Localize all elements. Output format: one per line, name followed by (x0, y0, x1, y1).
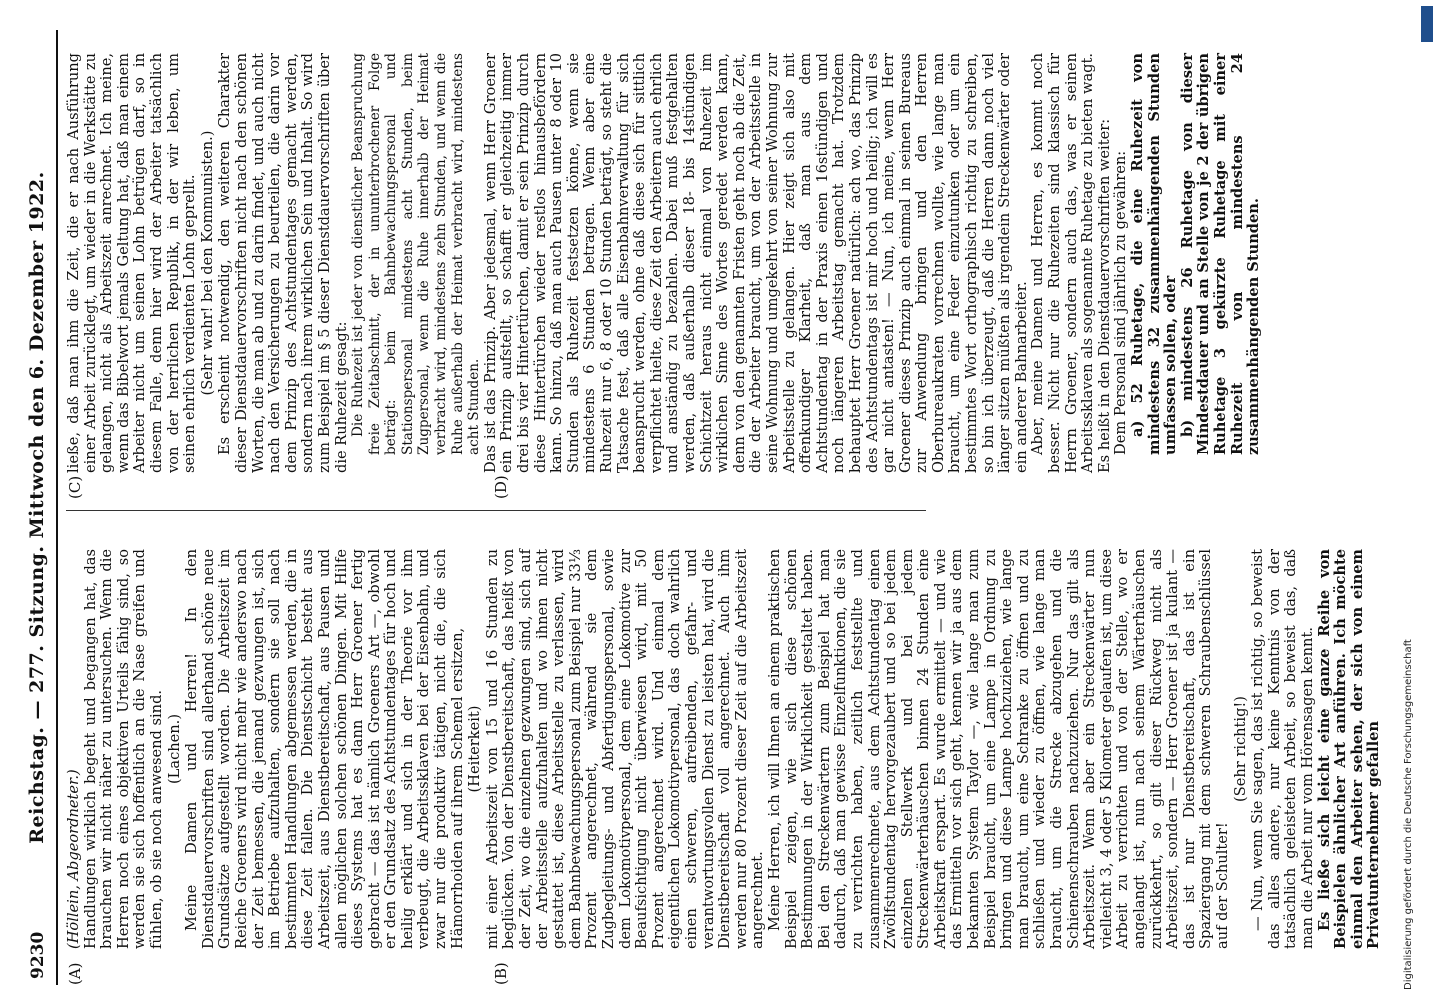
margin-mark-c: (C) (66, 475, 84, 499)
paragraph: ließe, daß man ihm die Zeit, die er nach Ausführung einer Arbeit zurücklegt, um wieder in die Werkstätte zu gelangen, nicht als Arbeitszeit anrechnet. Ich meine, wenn das Bibelwort jemals Geltung hat, daß man einem Arbeiter nicht um seinen Lohn betrügen darf, so in diesem Falle, denn hier wird der Arbeiter tatsächlich von der herrlichen Republik, in der wir leben, um seinen ehrlich verdienten Lohn geprellt. (65, 53, 199, 473)
paragraph: Meine Damen und Herren! In den Dienstdauervorschriften sind allerhand schöne neue Grundsätze aufgestellt worden. Die Arbeitszeit im Reiche Groeners wird nicht mehr wie anderswo nach der Zeit bemessen, die jemand gezwungen ist, sich im Betriebe aufzuhalten, sondern sie soll nach bestimmten Handlungen abgemessen werden, die in diese Zeit fallen. Die Dienstschicht besteht aus Arbeitszeit, aus Dienstbereitschaft, aus Pausen und allen möglichen solchen schönen Dingen. Mit Hilfe dieses Systems hat es dann Herr Groener fertig gebracht — das ist nämlich Groeners Art —, obwohl er den Grundsatz des Achtstundentages für hoch und heilig erklärt und sich in der Theorie vor ihm verbeugt, die Arbeitssklaven bei der Eisenbahn, und zwar nur die produktiv tätigen, nicht die, die sich Hämorrhoiden auf ihrem Schemel ersitzen, (183, 549, 466, 949)
interjection: (Lachen.) (165, 713, 183, 785)
page-header (22, 30, 58, 985)
paragraph: mit einer Arbeitszeit von 15 und 16 Stunden zu beglücken. Von der Dienstbereitschaft, das heißt von der Zeit, wo die einzelnen gezwungen sind, sich auf der Arbeitsstelle aufzuhalten und wo ihnen nicht gestattet ist, diese Arbeitsstelle zu verlassen, wird dem Bahnbewachungspersonal zum Beispiel nur 33⅓ Prozent angerechnet, während sie dem Zugbegleitungs- und Abfertigungspersonal, sowie dem Lokomotivpersonal, dem eine Lokomotive zur Beaufsichtigung nicht überwiesen wird, mit 50 Prozent angerechnet wird. Und einmal dem eigentlichen Lokomotivpersonal, das doch wahrlich einen schweren, aufreibenden, gefahr- und verantwortungsvollen Dienst zu leisten hat, wird die Dienstbereitschaft voll angerechnet. Auch ihm werden nur 80 Prozent dieser Zeit auf die Arbeitszeit angerechnet. (483, 549, 767, 949)
paragraph: Aber, meine Damen und Herren, es kommt noch besser. Nicht nur die Ruhezeiten sind klassisch für Herrn Groener, sondern auch das, was er seinen Arbeitssklaven als sogenannte Ruhetage zu bieten wagt. Es heißt in den Dienstdauervorschriften weiter: (1029, 53, 1113, 473)
page-title: Reichstag. — 277. Sitzung. Mittwoch den 6. Dezember 1922. (26, 171, 48, 844)
quotation: Die Ruhezeit ist jeder von dienstlicher Beanspruchung freie Zeitabschnitt, der in ununterbrochener Folge beträgt: beim Bahnbewachungspersonal und Stationspersonal mindestens acht Stunden, beim Zugpersonal, wenn die Ruhe innerhalb der Heimat verbracht wird, mindestens zehn Stunden, und wenn die Ruhe außerhalb der Heimat verbracht wird, mindestens acht Stunden. (350, 53, 483, 455)
margin-mark-a: (A) (66, 962, 84, 985)
speaker-label: (Höllein, Abgeordneter.) (65, 769, 82, 949)
page-number: 9230 (28, 931, 48, 979)
interjection: (Sehr wahr! bei den Kommunisten.) (198, 130, 216, 396)
dfg-logo (1421, 6, 1433, 42)
paragraph: Es ließe sich leicht eine ganze Reihe von Beispielen ähnlicher Art anführen. Ich möchte einmal den Arbeiter sehen, der sich von einem Privatunternehmer gefallen (1315, 549, 1383, 949)
digitization-credit: Digitalisierung gefördert durch die Deutsche Forschungsgemeinschaft (1403, 639, 1414, 990)
paragraph: Dem Personal sind jährlich zu gewähren: (1112, 150, 1130, 455)
paragraph: — Nun, wenn Sie sagen, das ist richtig, so beweist das alles andere, nur keine Kenntnis von der tatsächlich geleisteten Arbeit, so beweist das, daß man die Arbeit nur vom Hörensagen kennt. (1249, 549, 1316, 949)
newspaper-page (22, 30, 1422, 985)
interjection: (Sehr richtig!) (1231, 696, 1249, 802)
right-column (65, 53, 1263, 473)
paragraph: Es erscheint notwendig, den weiteren Charakter dieser Dienstdauervorschriften nicht nach den schönen Worten, die man ab und zu darin findet, und auch nicht nach den Versicherungen zu beurteilen, die darin vor dem Prinzip des Achtstundentages gemacht werden, sondern nach ihrem wirklichen Sein und Inhalt. So wird zum Beispiel im § 5 dieser Dienstdauervorschriften über die Ruhezeit gesagt: (216, 53, 350, 473)
margin-mark-b: (B) (492, 962, 510, 985)
paragraph: Meine Herren, ich will Ihnen an einem praktischen Beispiel zeigen, wie sich diese schönen Bestimmungen in der Wirklichkeit gestaltet haben. Bei den Streckenwärtern zum Beispiel hat man dadurch, daß man gewisse Einzelfunktionen, die sie zu verrichten haben, zeitlich feststellte und zusammenrechnete, aus dem Achtstundentag einen Zwölfstundentag hervorgezaubert und so bei jedem einzelnen Stellwerk und bei jedem Streckenwärterhäuschen binnen 24 Stunden eine Arbeitskraft erspart. Es wurde ermittelt — und wie das Ermitteln vor sich geht, kennen wir ja aus dem bekannten System Taylor —, wie lange man zum Beispiel braucht, um eine Lampe in Ordnung zu bringen und diese Lampe hochzuziehen, wie lange man braucht, um eine Schranke zu öffnen und zu schließen und wieder zu öffnen, wie lange man braucht, um die Strecke abzugehen und die Schienenschrauben nachzuziehen. Nur das gilt als Arbeitszeit. Wenn aber ein Streckenwärter nun vielleicht 3, 4 oder 5 Kilometer gelaufen ist, um diese Arbeit zu verrichten und von der Stelle, wo er angelangt ist, nun nach seinem Wärterhäuschen zurückkehrt, so gilt dieser Rückweg nicht als Arbeitszeit, sondern — Herr Groener ist ja kulant — das ist nur Dienstbereitschaft, das ist ein Spaziergang mit dem schweren Schraubenschlüssel auf der Schulter! (765, 549, 1231, 949)
margin-mark-d: (D) (492, 475, 510, 499)
list-item: b) mindestens 26 Ruhetage von dieser Mindestdauer und an Stelle von je 2 der übrigen Ruhetage 3 gekürzte Ruhetage mit einer Ruhezeit von mindestens 24 zusammenhängenden Stunden. (1178, 53, 1263, 455)
paragraph: Handlungen wirklich begeht und begangen hat, das brauchen wir nicht näher zu untersuchen. Wenn die Herren noch eines objektiven Urteils fähig sind, so werden sie sich hoffentlich an die Nase greifen und fühlen, ob sie noch anwesend sind. (81, 549, 165, 949)
interjection: (Heiterkeit) (466, 705, 484, 793)
list-item: a) 52 Ruhetage, die eine Ruhezeit von mindestens 32 zusammenhängenden Stunden umfassen sollen, oder (1129, 53, 1180, 455)
column-divider (66, 510, 926, 511)
paragraph: Das ist das Prinzip. Aber jedesmal, wenn Herr Groener ein Prinzip aufstellt, so schafft er gleichzeitig immer drei bis vier Hintertürchen, damit er sein Prinzip durch diese Hintertürchen wieder restlos hinausbefördern kann. So hinzu, daß man auch Pausen unter 8 oder 10 Stunden als Ruhezeit festsetzen könne, wenn sie mindestens 6 Stunden betragen. Wenn aber eine Ruhezeit nur 6, 8 oder 10 Stunden beträgt, so steht die Tatsache fest, daß alle Eisenbahnverwaltung für sich beansprucht werden, ohne daß diese sich für sittlich verpflichtet hielte, diese Zeit den Arbeitern auch ehrlich und anständig zu bezahlen. Dabei muß festgehalten werden, daß außerhalb dieser 18- bis 14stündigen Schichtzeit heraus nicht einmal von Ruhezeit im wirklichen Sinne des Wortes geredet werden kann, denn von den genannten Fristen geht noch ab die Zeit, die der Arbeiter braucht, um von der Arbeitsstelle in seine Wohnung und umgekehrt von seiner Wohnung zur Arbeitsstelle zu gelangen. Hier zeigt sich also mit offenkundiger Klarheit, daß man aus dem Achtstundentag in der Praxis einen 16stündigen und noch längeren Arbeitstag gemacht hat. Trotzdem behauptet Herr Groener natürlich: ach wo, das Prinzip des Achtstundentags ist mir hoch und heilig; ich will es gar nicht antasten! — Nun, ich meine, wenn Herr Groener dieses Prinzip auch einmal in seinen Bureaus zur Anwendung bringen und den Herren Oberbureaukraten vorrechnen wollte, wie lange man braucht, um eine Feder einzutunken oder um ein bestimmtes Wort orthographisch richtig zu schreiben, so bin ich überzeugt, daß die Herren dann noch viel länger sitzen müßten als irgendein Streckenwärter oder ein anderer Bahnarbeiter. (481, 53, 1030, 473)
left-column (65, 549, 1383, 949)
